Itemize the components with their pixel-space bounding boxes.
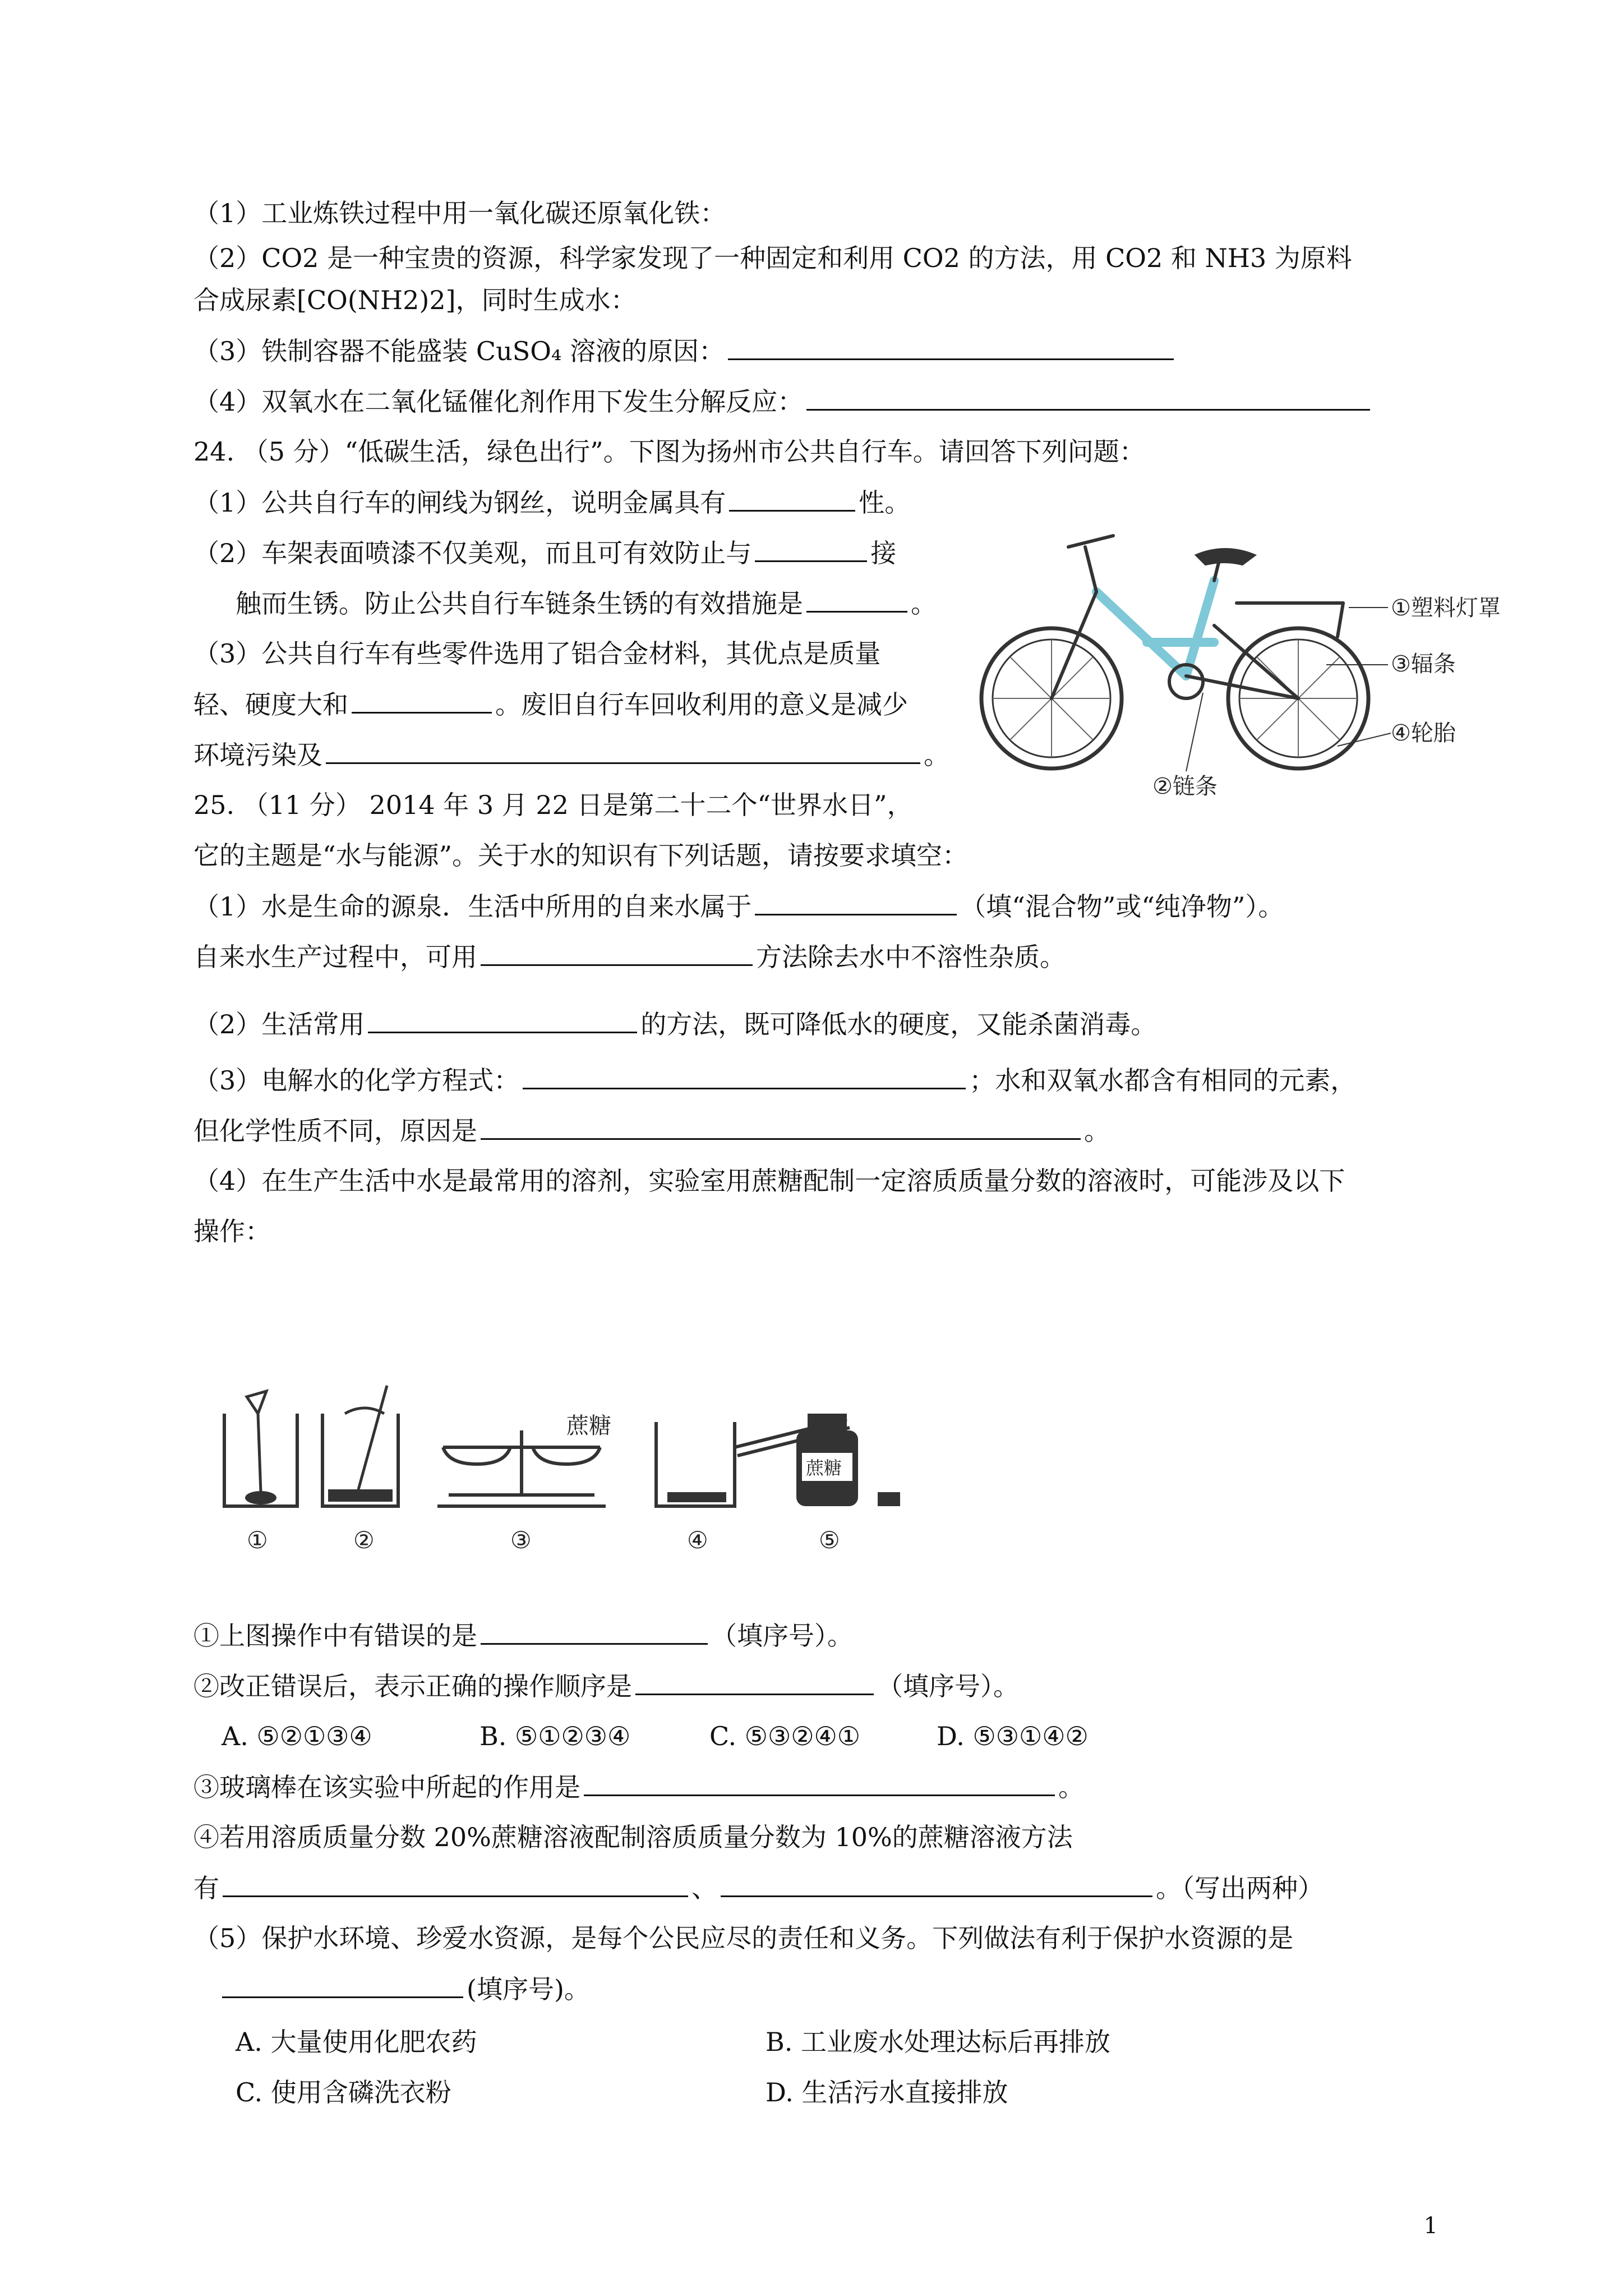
answer-blank[interactable] [806, 586, 907, 613]
page-number: 1 [1423, 2213, 1438, 2239]
choice-c[interactable]: C. ⑤③②④① [709, 1721, 860, 1751]
answer-blank[interactable] [368, 1007, 637, 1033]
answer-blank[interactable] [223, 1871, 688, 1897]
answer-blank[interactable] [481, 1114, 1081, 1140]
answer-blank[interactable] [222, 1972, 463, 1998]
choice-a[interactable]: A. ⑤②①③④ [222, 1721, 372, 1751]
q25-sub4: ④若用溶质质量分数 20%蔗糖溶液配制溶质质量分数为 10%的蔗糖溶液方法 [193, 1822, 1073, 1852]
q23-line3: 合成尿素[CO(NH2)2]，同时生成水： [193, 285, 637, 315]
answer-blank[interactable] [584, 1770, 1055, 1796]
answer-blank[interactable] [728, 334, 1174, 360]
q23-line5: （4）双氧水在二氧化锰催化剂作用下发生分解反应： [193, 384, 1373, 418]
q24-part2-cont: 触而生锈。防止公共自行车链条生锈的有效措施是 。 [236, 586, 937, 620]
q25-part1-line2: 自来水生产过程中，可用 方法除去水中不溶性杂质。 [193, 940, 1066, 974]
solution-preparation-figure [213, 1380, 998, 1559]
q24-heading: 24. （5 分）“低碳生活，绿色出行”。下图为扬州市公共自行车。请回答下列问题： [193, 436, 1145, 467]
choice-b[interactable]: B. ⑤①②③④ [479, 1721, 631, 1751]
bicycle-figure [979, 524, 1501, 811]
q23-line4: （3）铁制容器不能盛装 CuSO₄ 溶液的原因： [193, 334, 1177, 368]
q25-part3: （3）电解水的化学方程式： ；水和双氧水都含有相同的元素， [193, 1063, 1356, 1097]
answer-blank[interactable] [755, 536, 867, 562]
answer-blank[interactable] [806, 384, 1370, 411]
q25-sub1: ①上图操作中有错误的是 （填序号）。 [193, 1618, 853, 1653]
q24-part1: （1）公共自行车的闸线为钢丝，说明金属具有 性。 [193, 485, 910, 519]
bike-label-lampshade: ①塑料灯罩 [1391, 595, 1501, 621]
step-2-label: ② [353, 1526, 375, 1554]
step-1-label: ① [247, 1526, 268, 1554]
option-a[interactable]: A. 大量使用化肥农药 [236, 2027, 477, 2057]
bike-label-tire: ④轮胎 [1391, 720, 1456, 746]
q25-sub2: ②改正错误后，表示正确的操作顺序是 （填序号）。 [193, 1669, 1019, 1703]
answer-blank[interactable] [755, 889, 957, 915]
step-4-label: ④ [687, 1526, 708, 1554]
q24-part2: （2）车架表面喷漆不仅美观，而且可有效防止与 接 [193, 536, 896, 570]
step-5-label: ⑤ [819, 1526, 840, 1554]
option-c[interactable]: C. 使用含磷洗衣粉 [236, 2077, 451, 2108]
q25-part3-line2: 但化学性质不同，原因是 。 [193, 1114, 1110, 1148]
step-3-label: ③ [510, 1526, 532, 1554]
q25-sub4-line2: 有 、 。（写出两种） [193, 1871, 1324, 1905]
bottle-label: 蔗糖 [806, 1457, 842, 1479]
answer-blank[interactable] [352, 687, 492, 714]
option-b[interactable]: B. 工业废水处理达标后再排放 [766, 2027, 1111, 2057]
answer-blank[interactable] [635, 1669, 874, 1695]
q25-part2: （2）生活常用 的方法，既可降低水的硬度，又能杀菌消毒。 [193, 1007, 1156, 1041]
q25-part4-line2: 操作： [193, 1216, 271, 1246]
q24-part3: （3）公共自行车有些零件选用了铝合金材料，其优点是质量 [193, 638, 881, 669]
answer-blank[interactable] [481, 940, 753, 966]
option-d[interactable]: D. 生活污水直接排放 [766, 2077, 1008, 2108]
q25-heading-1: 25. （11 分） 2014 年 3 月 22 日是第二十二个“世界水日”， [193, 790, 913, 820]
sugar-label: 蔗糖 [566, 1413, 611, 1439]
q23-line1: （1）工业炼铁过程中用一氧化碳还原氧化铁： [193, 198, 726, 228]
q25-sub3: ③玻璃棒在该实验中所起的作用是 。 [193, 1770, 1084, 1804]
answer-blank[interactable] [523, 1063, 966, 1089]
answer-blank[interactable] [326, 738, 920, 764]
q24-part3-line3: 环境污染及 。 [193, 738, 949, 772]
bike-label-chain: ②链条 [1152, 774, 1218, 799]
q25-part5-line2: (填序号)。 [219, 1972, 590, 2006]
q25-heading-2: 它的主题是“水与能源”。关于水的知识有下列话题，请按要求填空： [193, 840, 969, 871]
choice-d[interactable]: D. ⑤③①④② [937, 1721, 1089, 1751]
answer-blank[interactable] [721, 1871, 1152, 1897]
answer-blank[interactable] [481, 1618, 708, 1645]
answer-blank[interactable] [729, 485, 855, 512]
q25-part5: （5）保护水环境、珍爱水资源，是每个公民应尽的责任和义务。下列做法有利于保护水资源的是 [193, 1923, 1294, 1953]
q25-part1: （1）水是生命的源泉．生活中所用的自来水属于 （填“混合物”或“纯净物”）。 [193, 889, 1284, 923]
q25-part4: （4）在生产生活中水是最常用的溶剂，实验室用蔗糖配制一定溶质质量分数的溶液时，可能涉及以下 [193, 1166, 1345, 1196]
q23-line2: （2）CO2 是一种宝贵的资源，科学家发现了一种固定和利用 CO2 的方法，用 CO2 和 NH3 为原料 [193, 243, 1352, 273]
bike-label-spoke: ③辐条 [1391, 651, 1456, 677]
q24-part3-line2: 轻、硬度大和 。废旧自行车回收利用的意义是减少 [193, 687, 908, 721]
